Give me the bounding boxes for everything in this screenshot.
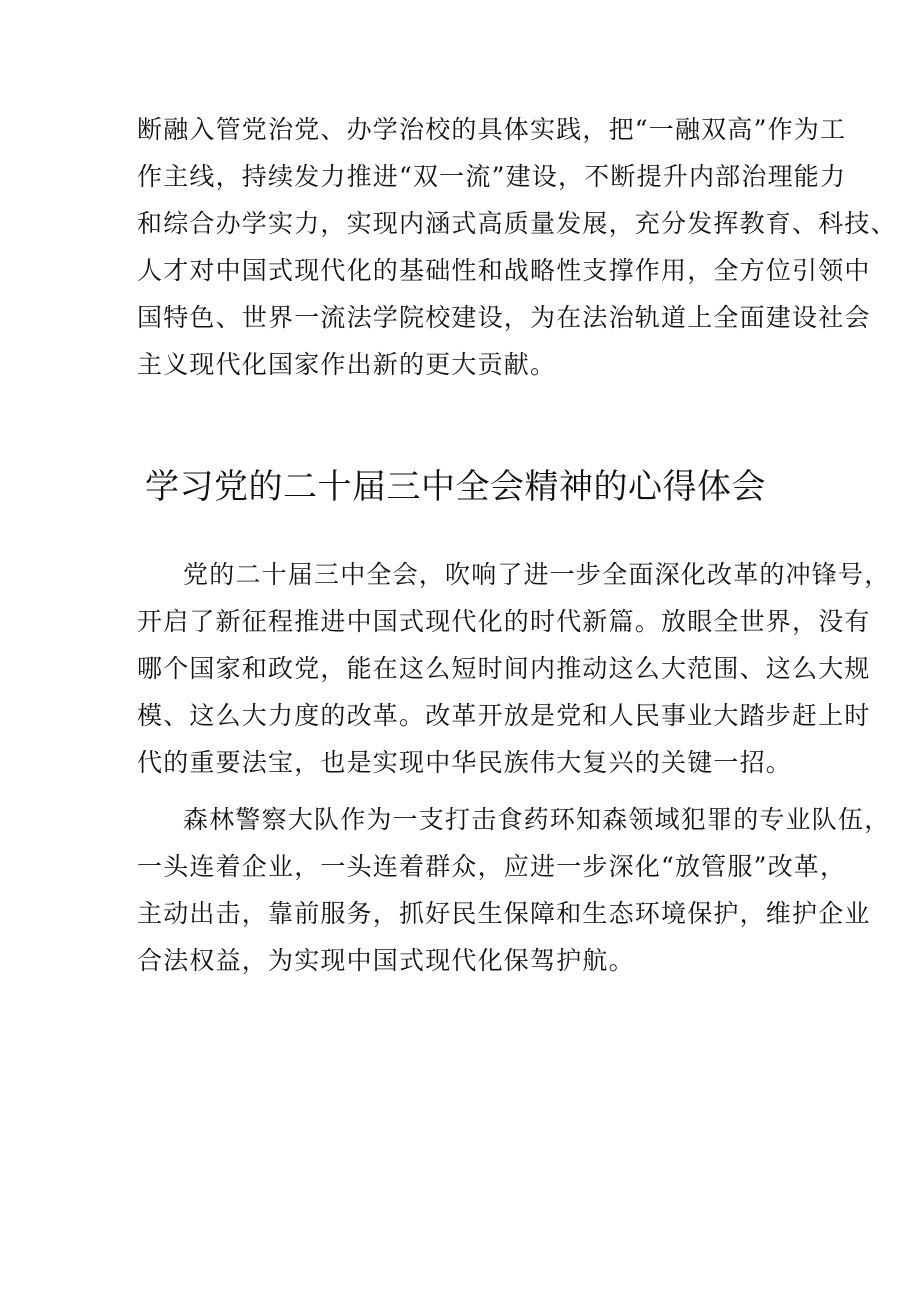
paragraph-line: 人才对中国式现代化的基础性和战略性支撑作用，全方位引领中 xyxy=(137,256,871,285)
paragraph-line: 作主线，持续发力推进“双一流”建设，不断提升内部治理能力 xyxy=(137,162,847,191)
paragraph-line: 党的二十届三中全会，吹响了进一步全面深化改革的冲锋号， xyxy=(183,560,891,589)
paragraph-line: 模、这么大力度的改革。改革开放是党和人民事业大踏步赶上时 xyxy=(137,701,871,730)
paragraph-line: 哪个国家和政党，能在这么短时间内推动这么大范围、这么大规 xyxy=(137,654,871,683)
paragraph-line: 开启了新征程推进中国式现代化的时代新篇。放眼全世界，没有 xyxy=(137,607,871,636)
paragraph-line: 主义现代化国家作出新的更大贡献。 xyxy=(137,350,557,379)
article-title: 学习党的二十届三中全会精神的心得体会 xyxy=(145,467,766,507)
paragraph-line: 国特色、世界一流法学院校建设，为在法治轨道上全面建设社会 xyxy=(137,303,871,332)
paragraph-line: 断融入管党治党、办学治校的具体实践，把“一融双高”作为工 xyxy=(137,115,847,144)
paragraph-line: 主动出击，靠前服务，抓好民生保障和生态环境保护，维护企业 xyxy=(137,899,871,928)
paragraph-line: 和综合办学实力，实现内涵式高质量发展，充分发挥教育、科技、 xyxy=(137,209,897,238)
paragraph-line: 合法权益，为实现中国式现代化保驾护航。 xyxy=(137,946,635,975)
paragraph-line: 一头连着企业，一头连着群众，应进一步深化“放管服”改革， xyxy=(137,852,847,881)
paragraph-line: 森林警察大队作为一支打击食药环知森领域犯罪的专业队伍， xyxy=(183,805,891,834)
paragraph-line: 代的重要法宝，也是实现中华民族伟大复兴的关键一招。 xyxy=(137,748,793,777)
